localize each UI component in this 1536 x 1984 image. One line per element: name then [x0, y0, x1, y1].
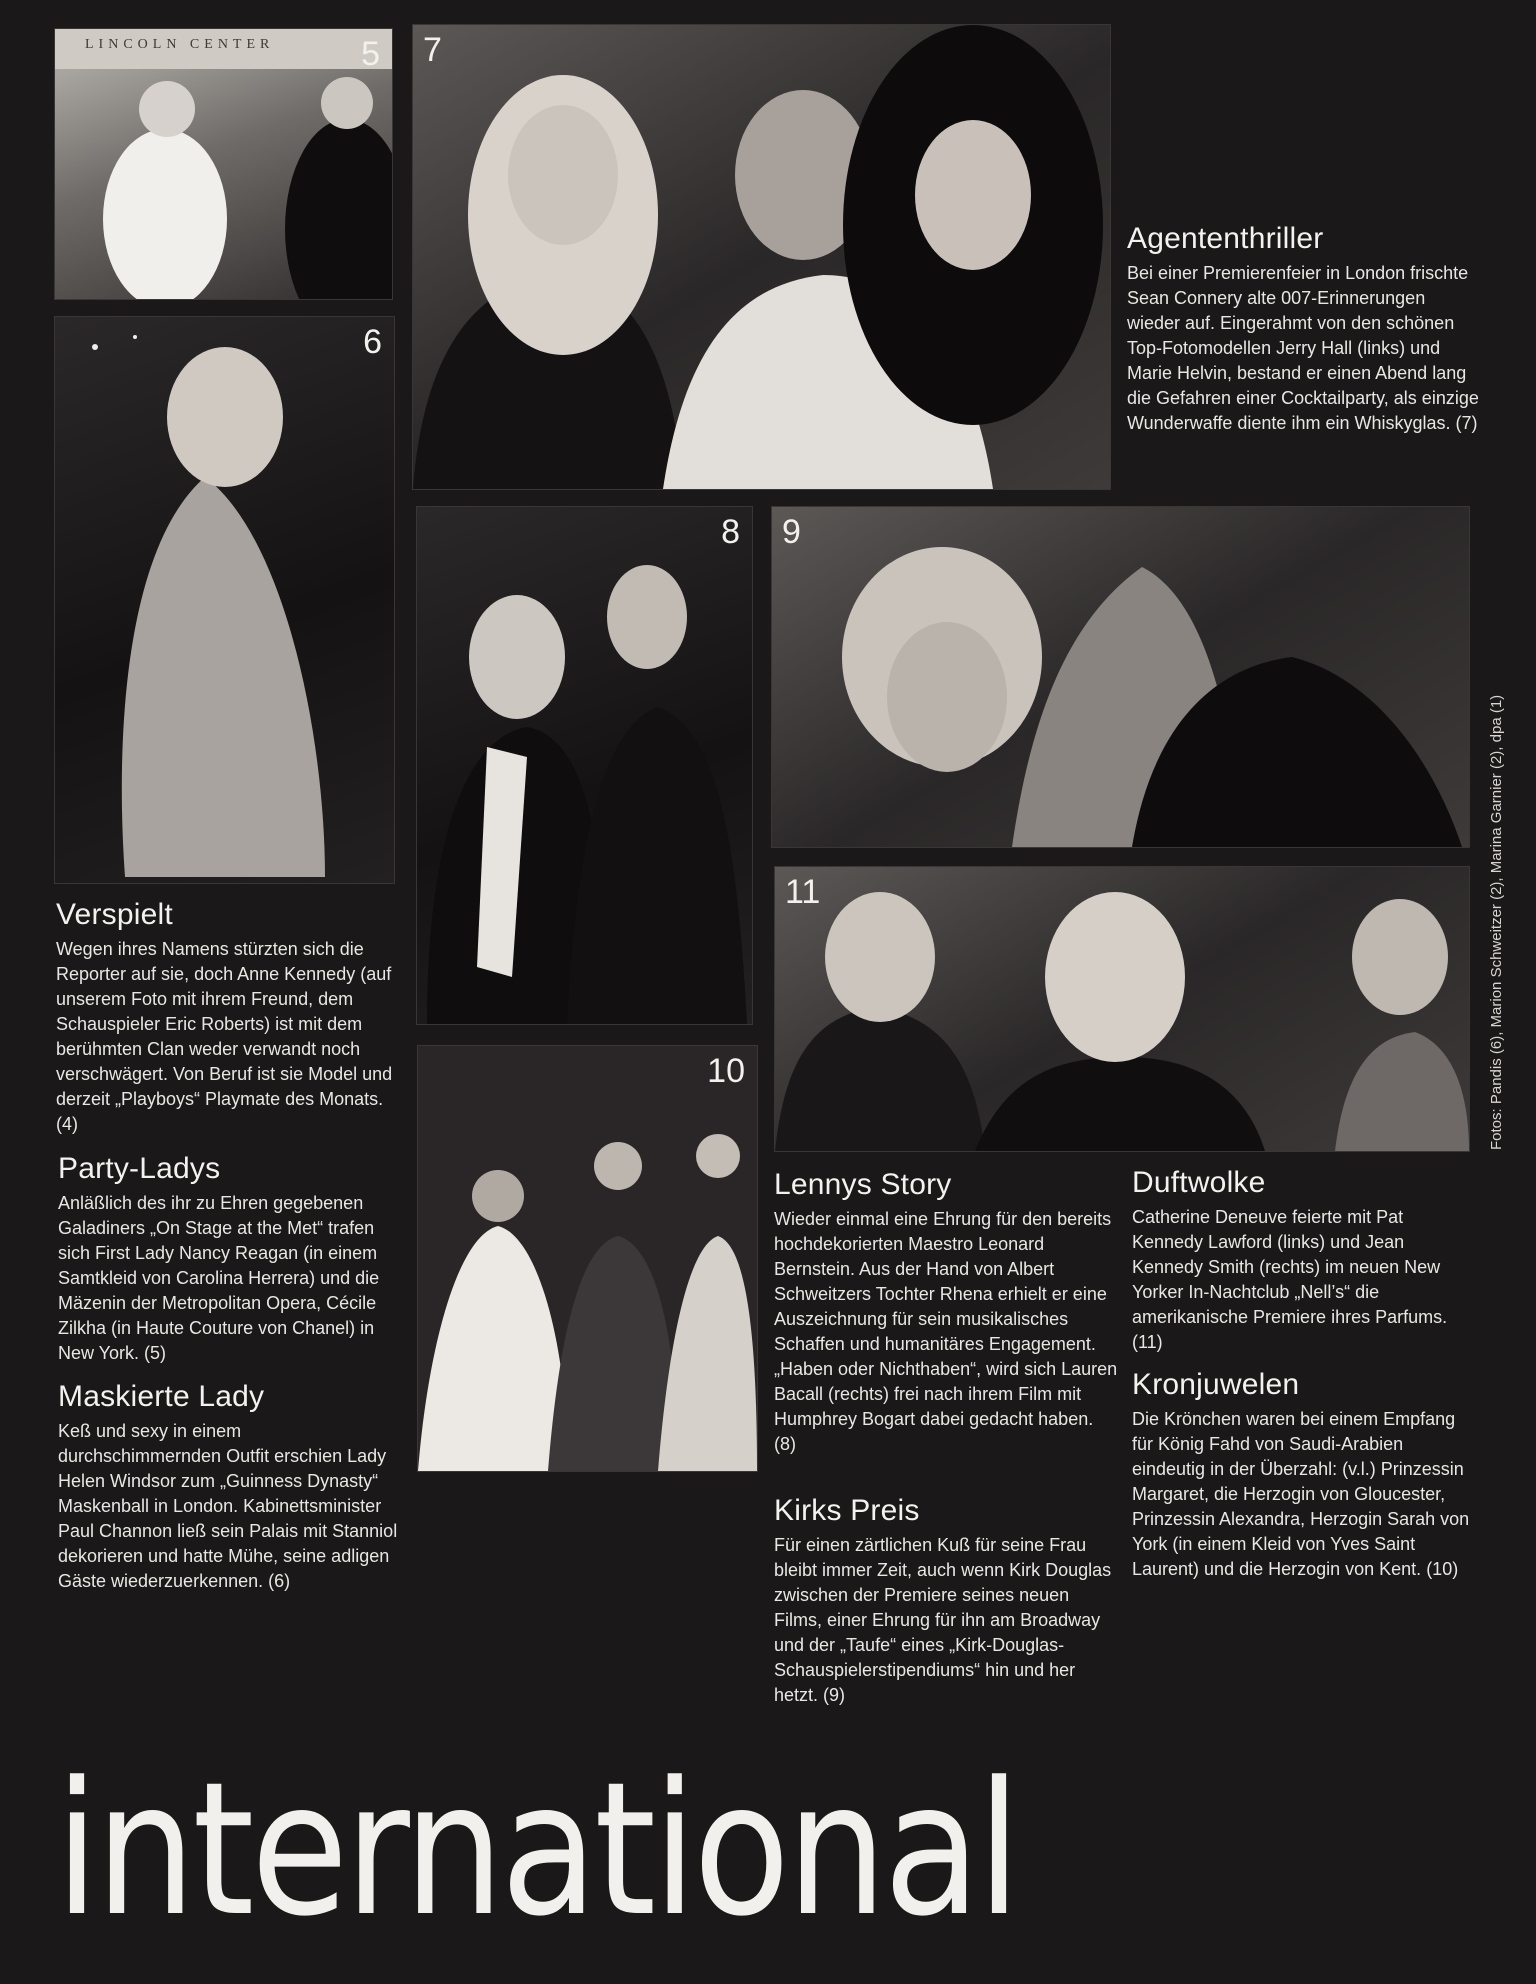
article-text: Die Krönchen waren bei einem Empfang für König Fahd von Saudi-Arabien eindeutig in der Überzahl: (v.l.) Prinzessin Margaret, die Herzogin von Gloucester, Prinzessin Alexandra, Herzogin Sarah von York (in einem Kleid von Yves Saint Laurent) und die Herzogin von Kent. (10) — [1132, 1409, 1470, 1579]
photo-number-6: 6 — [363, 323, 382, 361]
photo-number-5: 5 — [361, 35, 380, 73]
article-maskiertelady — [58, 1380, 398, 1594]
article-title: Maskierte Lady — [58, 1380, 265, 1413]
photo-5 — [54, 28, 393, 300]
photo-9 — [771, 506, 1470, 848]
photo-number-9: 9 — [782, 513, 801, 551]
article-title: Kronjuwelen — [1132, 1368, 1300, 1401]
photo-number-11: 11 — [785, 873, 821, 911]
article-partyladys — [58, 1152, 398, 1366]
article-lennysstory — [774, 1168, 1119, 1457]
article-text: Wieder einmal eine Ehrung für den bereits hochdekorierten Maestro Leonard Bernstein. Aus der Hand von Albert Schweitzers Tochter Rhena erhielt er eine Auszeichnung für sein musikalisches Schaffen und humanitäres Engagement. „Haben oder Nichthaben“, wird sich Lauren Bacall (rechts) frei nach ihrem Film mit Humphrey Bogart dabei gedacht haben. (8) — [774, 1209, 1118, 1454]
section-title: international — [55, 1743, 1018, 1957]
photo-5-figures — [55, 29, 392, 299]
photo-number-10: 10 — [707, 1052, 745, 1090]
photo-8 — [416, 506, 753, 1025]
article-duftwolke — [1132, 1166, 1477, 1355]
article-text: Bei einer Premierenfeier in London frischte Sean Connery alte 007-Erinnerungen wieder auf. Eingerahmt von den schönen Top-Fotomodellen Jerry Hall (links) und Marie Helvin, bestand er einen Abend lang die Gefahren einer Cocktailparty, als einzige Wunderwaffe diente ihm ein Whiskyglas. (7) — [1127, 263, 1479, 433]
article-title: Duftwolke — [1132, 1166, 1266, 1199]
photo-number-7: 7 — [423, 31, 442, 69]
article-title: Verspielt — [56, 898, 173, 931]
photo-credits: Fotos: Pandis (6), Marion Schweitzer (2), Marina Garnier (2), dpa (1) — [1488, 694, 1505, 1150]
photo-8-figures — [417, 507, 752, 1024]
article-verspielt — [56, 898, 396, 1137]
article-kronjuwelen — [1132, 1368, 1477, 1582]
article-text: Anläßlich des ihr zu Ehren gegebenen Galadiners „On Stage at the Met“ trafen sich First Lady Nancy Reagan (in einem Samtkleid von Carolina Herrera) und die Mäzenin der Metropolitan Opera, Cécile Zilkha (in Haute Couture von Chanel) in New York. (5) — [58, 1193, 380, 1363]
photo-5-sign: LINCOLN CENTER — [85, 37, 275, 52]
article-text: Catherine Deneuve feierte mit Pat Kennedy Lawford (links) und Jean Kennedy Smith (rechts) im neuen New Yorker In-Nachtclub „Nell’s“ die amerikanische Premiere ihres Parfums. (11) — [1132, 1207, 1448, 1352]
article-kirkspreis — [774, 1494, 1119, 1708]
photo-11-figures — [775, 867, 1469, 1151]
photo-10-figures — [418, 1046, 757, 1471]
article-title: Party-Ladys — [58, 1152, 221, 1185]
article-text: Für einen zärtlichen Kuß für seine Frau bleibt immer Zeit, auch wenn Kirk Douglas zwischen der Premiere seines neuen Films, einer Ehrung für ihn am Broadway und der „Taufe“ eines „Kirk-Douglas-Schauspielerstipendiums“ hin und her hetzt. (9) — [774, 1535, 1112, 1705]
photo-6 — [54, 316, 395, 884]
photo-7 — [412, 24, 1111, 490]
article-text: Keß und sexy in einem durchschimmernden Outfit erschien Lady Helen Windsor zum „Guinness Dynasty“ Maskenball in London. Kabinettsminister Paul Channon ließ sein Palais mit Stanniol dekorieren und hatte Mühe, seine adligen Gäste wiederzuerkennen. (6) — [58, 1421, 398, 1591]
article-title: Agententhriller — [1127, 222, 1324, 255]
article-title: Lennys Story — [774, 1168, 952, 1201]
photo-number-8: 8 — [721, 513, 740, 551]
article-text: Wegen ihres Namens stürzten sich die Reporter auf sie, doch Anne Kennedy (auf unserem Foto mit ihrem Freund, dem Schauspieler Eric Roberts) ist mit dem berühmten Clan weder verwandt noch verschwägert. Von Beruf ist sie Model und derzeit „Playboys“ Playmate des Monats. (4) — [56, 939, 393, 1134]
photo-9-figures — [772, 507, 1469, 847]
article-title: Kirks Preis — [774, 1494, 920, 1527]
photo-7-figures — [413, 25, 1110, 489]
article-agententhriller — [1127, 222, 1482, 436]
photo-6-figure — [55, 317, 394, 883]
photo-11 — [774, 866, 1470, 1152]
photo-10 — [417, 1045, 758, 1472]
